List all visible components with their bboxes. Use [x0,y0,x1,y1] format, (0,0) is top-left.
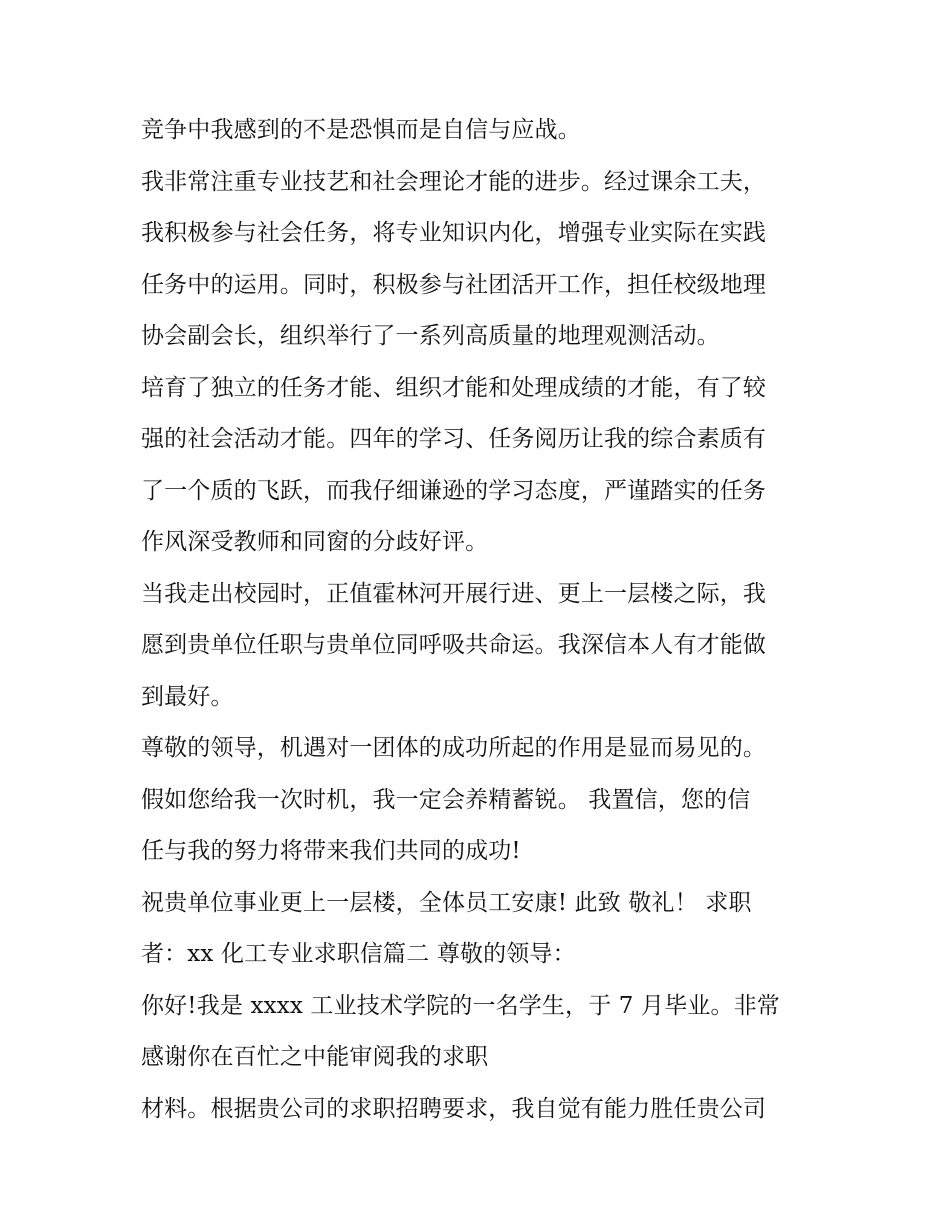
text-line: 当我走出校园时，正值霍林河开展行进、更上一层楼之际，我 [141,580,767,607]
text-line: 我积极参与社会任务，将专业知识内化，增强专业实际在实践 [141,220,767,246]
text-line: 假如您给我一次时机，我一定会养精蓄锐。 我置信，您的信 [141,786,751,813]
text-line: 到最好。 [141,683,234,710]
text-line: 你好!我是 xxxx 工业技术学院的一名学生，于 7 月毕业。非常 [141,992,780,1019]
text-line: 感谢你在百忙之中能审阅我的求职 [141,1044,489,1070]
text-line: 协会副会长，组织举行了一系列高质量的地理观测活动。 [141,323,720,349]
text-line: 了一个质的飞跃，而我仔细谦逊的学习态度，严谨踏实的任务 [141,477,767,504]
text-line: 尊敬的领导，机遇对一团体的成功所起的作用是显而易见的。 [141,735,767,761]
text-line: 祝贵单位事业更上一层楼，全体员工安康! 此致 敬礼！ 求职 [141,889,752,916]
text-line: 者：xx 化工专业求职信篇二 尊敬的领导： [141,941,576,967]
document-body [141,108,831,1138]
text-line: 任务中的运用。同时，积极参与社团活开工作，担任校级地理 [141,271,767,298]
text-line: 强的社会活动才能。四年的学习、任务阅历让我的综合素质有 [141,426,767,452]
text-line: 我非常注重专业技艺和社会理论才能的进步。经过课余工夫， [141,168,767,195]
text-line: 培育了独立的任务才能、组织才能和处理成绩的才能，有了较 [141,374,767,401]
text-line: 材料。根据贵公司的求职招聘要求，我自觉有能力胜任贵公司 [141,1095,767,1122]
text-line: 竞争中我感到的不是恐惧而是自信与应战。 [141,117,581,143]
text-line: 任与我的努力将带来我们共同的成功! [141,838,521,864]
text-line: 愿到贵单位任职与贵单位同呼吸共命运。我深信本人有才能做 [141,632,767,658]
text-line: 作风深受教师和同窗的分歧好评。 [141,529,489,555]
